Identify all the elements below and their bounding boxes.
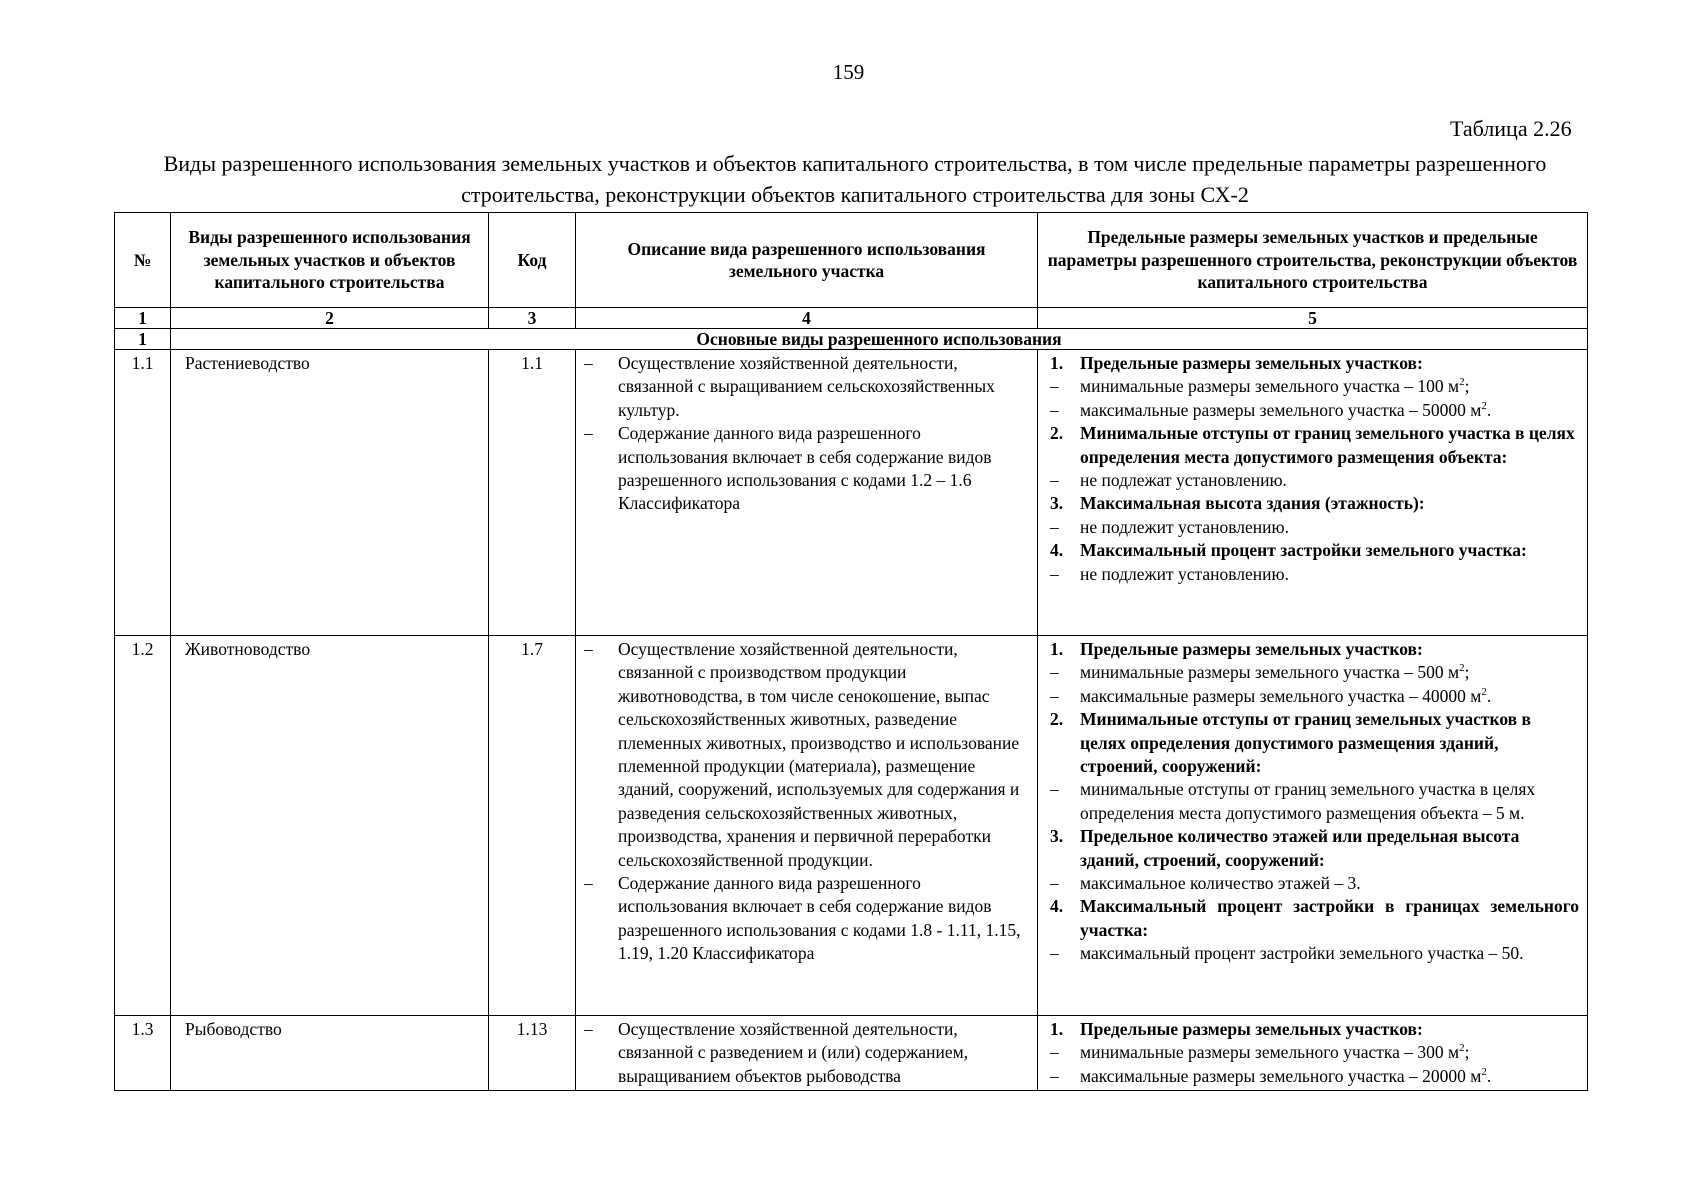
parameter-title: Минимальные отступы от границ земельного участка в целях определения места допустимого размещения объекта: [1080,423,1575,467]
parameter-title: Минимальные отступы от границ земельных участков в целях определения допустимого размещения зданий, строений, сооружений: [1080,709,1531,777]
parameter-text: максимальные размеры земельного участка – 40000 м [1080,685,1482,706]
header-no: № [115,213,171,308]
parameter-value [1046,1065,1579,1088]
parameter-punctuation: . [1486,685,1492,706]
description-item: – Осуществление хозяйственной деятельности, связанной с выращиванием сельскохозяйственных культур. [584,352,1029,422]
description-item: – Осуществление хозяйственной деятельности, связанной с производством продукции животноводства, в том числе сенокошение, выпас сельскохозяйственных животных, разведение племенных животных, производство и использование племенной продукции (материала), размещение зданий, сооружений, используемых для содержания и разведения сельскохозяйственных животных, производства, хранения и первичной переработки сельскохозяйственной продукции. [584,638,1029,872]
parameter-value [1046,685,1579,708]
parameter-text: максимальные размеры земельного участка – 50000 м [1080,399,1482,420]
table-label: Таблица 2.26 [1450,116,1572,141]
parameter-value [1046,1041,1579,1064]
parameter-value [1046,661,1579,684]
row-number: 1.3 [115,1016,171,1091]
parameter-title: Предельные размеры земельных участков: [1080,639,1423,659]
parameter-value [1046,375,1579,398]
parameter-punctuation: . [1486,1065,1492,1086]
limit-parameters [1038,1016,1588,1091]
parameter-unit-superscript: 2 [1481,1065,1487,1078]
permitted-use-table [114,212,1588,1091]
header-params: Предельные размеры земельных участков и предельные параметры разрешенного строительства, реконструкции объектов капитального строительства [1038,213,1588,308]
parameter-unit-superscript: 2 [1459,662,1465,675]
parameter-text: максимальный процент застройки земельного участка – 50. [1080,943,1524,964]
parameter-text: минимальные размеры земельного участка – 100 м [1080,376,1460,397]
table-row [115,636,1588,1016]
parameter-heading [1046,492,1579,515]
parameter-number: 1. [1050,1019,1064,1039]
table-title: Виды разрешенного использования земельных участков и объектов капитального строительства, в том числе предельные параметры разрешенного строительства, реконструкции объектов капитального строительства для зоны СХ-2 [163,151,1547,207]
parameter-text: не подлежит установлению. [1080,563,1289,584]
parameter-number: 4. [1050,540,1064,561]
parameter-punctuation: . [1486,399,1492,420]
use-description [576,350,1038,636]
parameter-title: Максимальная высота здания (этажность): [1080,493,1425,514]
parameter-number: 1. [1050,639,1064,659]
column-number: 1 [115,308,171,329]
header-code: Код [489,213,576,308]
header-name: Виды разрешенного использования земельных участков и объектов капитального строительства [171,213,489,308]
parameter-text: минимальные размеры земельного участка – 300 м [1080,1042,1460,1063]
section-row [115,329,1588,350]
parameter-text: минимальные отступы от границ земельного участка в целях определения места допустимого размещения объекта – 5 м. [1080,779,1536,823]
parameter-unit-superscript: 2 [1459,376,1465,389]
parameter-punctuation: ; [1464,1042,1470,1063]
description-item: – Осуществление хозяйственной деятельности, связанной с разведением и (или) содержанием, выращиванием объектов рыбоводства [584,1018,1029,1088]
section-number: 1 [115,329,171,350]
column-number: 5 [1038,308,1588,329]
section-title: Основные виды разрешенного использования [171,329,1588,350]
parameter-number: 3. [1050,826,1064,847]
parameter-text: максимальное количество этажей – 3. [1080,873,1361,894]
table-row [115,350,1588,636]
parameter-title: Максимальный процент застройки в границах земельного участка: [1080,896,1579,940]
parameter-title: Предельные размеры земельных участков: [1080,353,1423,373]
parameter-title: Предельные размеры земельных участков: [1080,1019,1423,1039]
parameter-number: 3. [1050,493,1064,514]
parameter-heading [1046,825,1579,872]
description-item: – Содержание данного вида разрешенного использования включает в себя содержание видов разрешенного использования с кодами 1.2 – 1.6 Классификатора [584,422,1029,516]
header-row [115,213,1588,308]
parameter-unit-superscript: 2 [1481,685,1487,698]
description-list [584,352,1029,516]
column-number: 4 [576,308,1038,329]
use-description [576,636,1038,1016]
use-type-code: 1.13 [489,1016,576,1091]
parameter-title: Максимальный процент застройки земельного участка: [1080,540,1527,561]
column-number-row [115,308,1588,329]
parameter-unit-superscript: 2 [1481,399,1487,412]
parameter-number: 1. [1050,353,1064,373]
parameter-number: 2. [1050,423,1064,444]
use-type-name: Животноводство [171,636,489,1016]
description-item: – Содержание данного вида разрешенного использования включает в себя содержание видов разрешенного использования с кодами 1.8 - 1.11, 1.15, 1.19, 1.20 Классификатора [584,872,1029,966]
parameter-value [1046,516,1579,539]
parameter-text: минимальные размеры земельного участка – 500 м [1080,662,1460,683]
row-number: 1.2 [115,636,171,1016]
parameter-punctuation: ; [1464,376,1470,397]
parameter-text: максимальные размеры земельного участка – 20000 м [1080,1065,1482,1086]
parameter-text: не подлежат установлению. [1080,470,1287,491]
use-type-code: 1.1 [489,350,576,636]
parameter-value [1046,872,1579,895]
page-number: 159 [832,60,865,84]
parameter-heading [1046,1018,1579,1041]
use-description [576,1016,1038,1091]
parameter-heading [1046,352,1579,375]
parameter-heading [1046,895,1579,942]
parameter-value [1046,399,1579,422]
parameter-heading [1046,422,1579,469]
limit-parameters [1038,636,1588,1016]
use-type-code: 1.7 [489,636,576,1016]
parameter-text: не подлежит установлению. [1080,516,1289,537]
parameter-number: 4. [1050,896,1064,917]
use-type-name: Растениеводство [171,350,489,636]
limit-parameters [1038,350,1588,636]
column-number: 3 [489,308,576,329]
parameter-title: Предельное количество этажей или предельная высота зданий, строений, сооружений: [1080,826,1520,870]
parameter-value [1046,563,1579,586]
description-list [584,1018,1029,1088]
parameter-heading [1046,638,1579,661]
parameter-punctuation: ; [1464,662,1470,683]
header-description: Описание вида разрешенного использования земельного участка [576,213,1038,308]
parameter-value [1046,942,1579,965]
parameter-heading [1046,708,1579,778]
parameter-heading [1046,539,1579,562]
column-number: 2 [171,308,489,329]
description-list [584,638,1029,966]
table-body [115,329,1588,1091]
use-type-name: Рыбоводство [171,1016,489,1091]
parameter-value [1046,778,1579,825]
parameter-unit-superscript: 2 [1459,1042,1465,1055]
parameter-value [1046,469,1579,492]
table-row [115,1016,1588,1091]
parameter-number: 2. [1050,709,1064,730]
row-number: 1.1 [115,350,171,636]
